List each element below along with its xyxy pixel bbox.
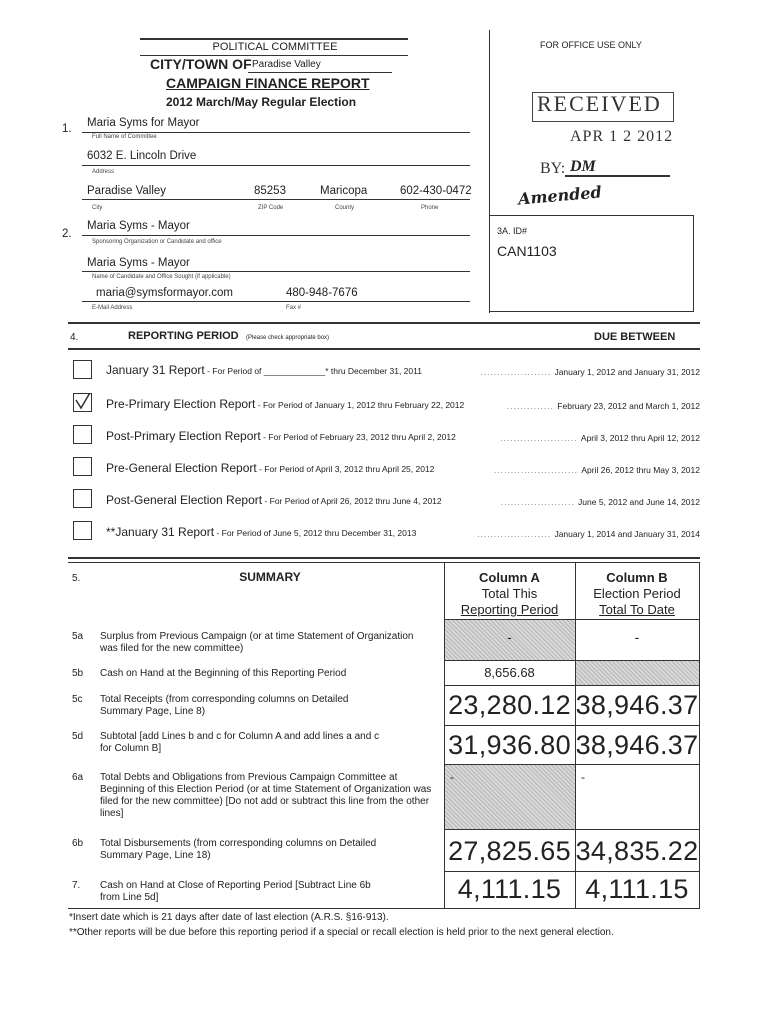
office-use-label: FOR OFFICE USE ONLY: [540, 40, 642, 50]
row-5c-col-b: 38,946.37: [575, 690, 699, 720]
summary-title: SUMMARY: [239, 570, 301, 584]
due-post-primary: ....................... April 3, 2012 thru April 12, 2012: [500, 433, 700, 443]
email-label: E-Mail Address: [92, 305, 133, 311]
reporting-period-title: REPORTING PERIOD: [128, 330, 239, 342]
report-option-post-general: Post-General Election Report - For Period of April 26, 2012 thru June 4, 2012: [106, 493, 442, 507]
footnote-2: **Other reports will be due before this reporting period if a special or recall election is held prior to the next general election.: [69, 927, 614, 938]
row-6b-col-a: 27,825.65: [448, 836, 571, 866]
row-6b-number: 6b: [72, 838, 84, 849]
row-5c-number: 5c: [72, 694, 83, 705]
checkbox-pre-primary-report[interactable]: [73, 393, 92, 412]
row-5c-col-a: 23,280.12: [448, 690, 571, 720]
shaded-cell-6a-a: [445, 765, 575, 829]
committee-name-label: Full Name of Committee: [92, 134, 157, 140]
row-5d-col-b: 38,946.37: [575, 730, 699, 760]
footnote-1: *Insert date which is 21 days after date of last election (A.R.S. §16-913).: [69, 912, 389, 923]
row-5c-label: Total Receipts (from corresponding columns on Detailed Summary Page, Line 8): [100, 694, 349, 717]
report-option-post-primary: Post-Primary Election Report - For Period of February 23, 2012 thru April 2, 2012: [106, 429, 456, 443]
county-label: County: [335, 205, 355, 211]
committee-name: Maria Syms for Mayor: [87, 117, 200, 129]
candidate-name: Maria Syms - Mayor: [87, 257, 190, 269]
committee-city: Paradise Valley: [87, 185, 167, 197]
sponsor-name: Maria Syms - Mayor: [87, 220, 190, 232]
row-5d-label: Subtotal [add Lines b and c for Column A and add lines a and c for Column B]: [100, 731, 380, 754]
item-2-number: 2.: [62, 228, 72, 240]
due-january-31-2012: ..................... January 1, 2012 and January 31, 2012: [480, 367, 700, 377]
received-date: APR 1 2 2012: [570, 128, 674, 145]
row-6a-label: Total Debts and Obligations from Previous Campaign Committee at Beginning of this Election Period (or at time Statement of Organization was filed for the new committee) [Do not add or subtract this line from the other lines]: [100, 772, 432, 819]
checkbox-january-31-report[interactable]: [73, 360, 92, 379]
checkbox-january-31-2014-report[interactable]: [73, 521, 92, 540]
due-pre-general: ......................... April 26, 2012 thru May 3, 2012: [493, 465, 700, 475]
report-title: CAMPAIGN FINANCE REPORT: [166, 75, 370, 91]
committee-email: maria@symsformayor.com: [96, 287, 233, 299]
row-5b-col-a: 8,656.68: [484, 665, 535, 680]
due-post-general: ...................... June 5, 2012 and June 14, 2012: [500, 497, 700, 507]
row-5b-number: 5b: [72, 668, 84, 679]
report-option-january-31: January 31 Report - For Period of _____________* thru December 31, 2011: [106, 363, 422, 377]
row-6b-col-b: 34,835.22: [575, 836, 699, 866]
amended-note: Amended: [517, 182, 603, 209]
row-7-label: Cash on Hand at Close of Reporting Period [Subtract Line 6b from Line 5d]: [100, 880, 371, 903]
row-5d-number: 5d: [72, 731, 84, 742]
report-option-pre-general: Pre-General Election Report - For Period of April 3, 2012 thru April 25, 2012: [106, 461, 435, 475]
city-town-value: Paradise Valley: [252, 59, 321, 70]
shaded-cell-5b-b: [576, 661, 699, 685]
candidate-label: Name of Candidate and Office Sought (if applicable): [92, 274, 231, 280]
zip-label: ZIP Code: [258, 205, 284, 211]
column-b-header: Column B Election Period Total To Date: [593, 570, 681, 617]
received-by-label: BY:: [540, 160, 566, 177]
phone-label: Phone: [421, 205, 439, 211]
committee-address: 6032 E. Lincoln Drive: [87, 150, 197, 162]
row-7-col-a: 4,111.15: [457, 874, 562, 904]
row-6b-label: Total Disbursements (from corresponding columns on Detailed Summary Page, Line 18): [100, 838, 377, 861]
row-5a-col-a: -: [507, 629, 512, 645]
committee-phone: 602-430-0472: [400, 185, 472, 197]
checkbox-pre-general-report[interactable]: [73, 457, 92, 476]
row-5a-col-b: -: [634, 629, 640, 645]
checkmark-icon: [74, 394, 91, 411]
checkbox-post-primary-report[interactable]: [73, 425, 92, 444]
row-7-col-b: 4,111.15: [585, 874, 689, 904]
column-a-header: Column A Total This Reporting Period: [460, 570, 559, 617]
item-4-number: 4.: [70, 332, 79, 343]
address-label: Address: [92, 169, 115, 175]
reporting-period-note: (Please check appropriate box): [246, 335, 330, 341]
item-1-number: 1.: [62, 123, 72, 135]
id-label: 3A. ID#: [497, 226, 528, 236]
row-5d-col-a: 31,936.80: [448, 730, 571, 760]
due-january-31-2014: ...................... January 1, 2014 and January 31, 2014: [477, 529, 700, 539]
sponsor-label: Sponsoring Organization or Candidate and office: [92, 239, 222, 245]
checkbox-post-general-report[interactable]: [73, 489, 92, 508]
committee-zip: 85253: [254, 185, 286, 197]
row-6a-number: 6a: [72, 772, 84, 783]
id-value: CAN1103: [497, 243, 557, 259]
due-between-title: DUE BETWEEN: [594, 331, 676, 343]
item-5-number: 5.: [72, 573, 81, 584]
row-5a-label: Surplus from Previous Campaign (or at time Statement of Organization was filed for the new committee): [100, 631, 414, 654]
due-pre-primary: .............. February 23, 2012 and March 1, 2012: [506, 401, 700, 411]
row-6a-col-b: -: [581, 770, 585, 784]
row-5b-label: Cash on Hand at the Beginning of this Reporting Period: [100, 668, 347, 679]
city-town-label: CITY/TOWN OF: [150, 56, 252, 72]
committee-type: POLITICAL COMMITTEE: [212, 41, 338, 53]
city-label: City: [92, 205, 103, 211]
row-7-number: 7.: [72, 880, 81, 891]
received-by-initials: DM: [570, 158, 596, 175]
row-5a-number: 5a: [72, 631, 84, 642]
received-label: RECEIVED: [537, 91, 662, 116]
committee-fax: 480-948-7676: [286, 287, 358, 299]
election-name: 2012 March/May Regular Election: [166, 95, 357, 109]
row-6a-col-a: -: [450, 770, 454, 784]
committee-county: Maricopa: [320, 185, 368, 197]
report-option-pre-primary: Pre-Primary Election Report - For Period of January 1, 2012 thru February 22, 2012: [106, 397, 465, 411]
fax-label: Fax #: [286, 305, 302, 311]
report-option-january-31-2014: **January 31 Report - For Period of June 5, 2012 thru December 31, 2013: [106, 525, 417, 539]
